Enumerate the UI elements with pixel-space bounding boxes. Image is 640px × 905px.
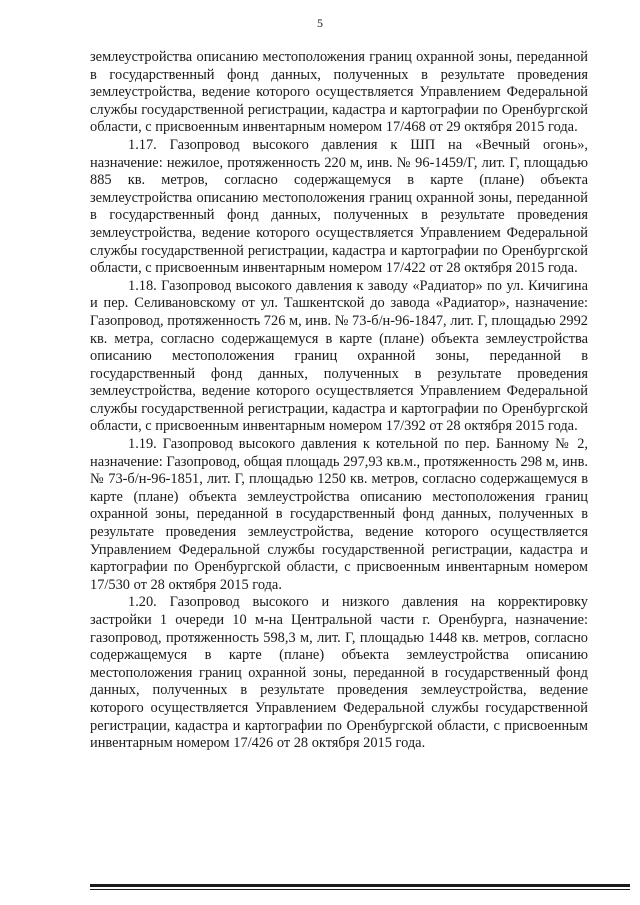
document-body: [90, 49, 588, 753]
paragraph-item-1-19: 1.19. Газопровод высокого давления к котельной по пер. Банному № 2, назначение: Газопровод, общая площадь 297,93 кв.м., протяженность 298 м, инв. № 73-б/н-96-1851, лит. Г, площадью 1250 кв. метров, согласно содержащемуся в карте (плане) объекта землеустройства описанию местоположения границ охранной зоны, переданной в государственный фонд данных, полученных в результате проведения землеустройства, ведение которого осуществляется Управлением Федеральной службы государственной регистрации, кадастра и картографии по Оренбургской области, с присвоенным инвентарным номером 17/530 от 28 октября 2015 года.: [90, 436, 588, 593]
paragraph-item-1-18: 1.18. Газопровод высокого давления к заводу «Радиатор» по ул. Кичигина и пер. Селивановскому от ул. Ташкентской до завода «Радиатор», назначение: Газопровод, протяженность 726 м, инв. № 73-б/н-96-1847, лит. Г, площадью 2992 кв. метра, согласно содержащемуся в карте (плане) объекта землеустройства описанию местоположения границ охранной зоны, переданной в государственный фонд данных, полученных в результате проведения землеустройства, ведение которого осуществляется Управлением Федеральной службы государственной регистрации, кадастра и картографии по Оренбургской области, с присвоенным инвентарным номером 17/392 от 28 октября 2015 года.: [90, 277, 588, 435]
footer-rule-thin: [90, 889, 630, 890]
footer-rule-thick: [90, 884, 630, 887]
paragraph-item-1-20: 1.20. Газопровод высокого и низкого давления на корректировку застройки 1 очереди 10 м-на Центральной части г. Оренбурга, назначение: газопровод, протяженность 598,3 м, лит. Г, площадью 1448 кв. метров, согласно содержащемуся в карте (плане) объекта землеустройства описанию местоположения границ охранной зоны, переданной в государственный фонд данных, полученных в результате проведения землеустройства, ведение которого осуществляется Управлением Федеральной службы государственной регистрации, кадастра и картографии по Оренбургской области, с присвоенным инвентарным номером 17/426 от 28 октября 2015 года.: [90, 594, 588, 752]
page-number: 5: [317, 16, 323, 30]
paragraph-item-1-17: 1.17. Газопровод высокого давления к ШП на «Вечный огонь», назначение: нежилое, протяженность 220 м, инв. № 96-1459/Г, лит. Г, площадью 885 кв. метров, согласно содержащемуся в карте (плане) объекта землеустройства описанию местоположения границ охранной зоны, переданной в государственный фонд данных, полученных в результате проведения землеустройства, ведение которого осуществляется Управлением Федеральной службы государственной регистрации, кадастра и картографии по Оренбургской области, с присвоенным инвентарным номером 17/422 от 28 октября 2015 года.: [90, 136, 588, 277]
paragraph-continuation: землеустройства описанию местоположения границ охранной зоны, переданной в государственный фонд данных, полученных в результате проведения землеустройства, ведение которого осуществляется Управлением Федеральной службы государственной регистрации, кадастра и картографии по Оренбургской области, с присвоенным инвентарным номером 17/468 от 29 октября 2015 года.: [90, 49, 588, 136]
